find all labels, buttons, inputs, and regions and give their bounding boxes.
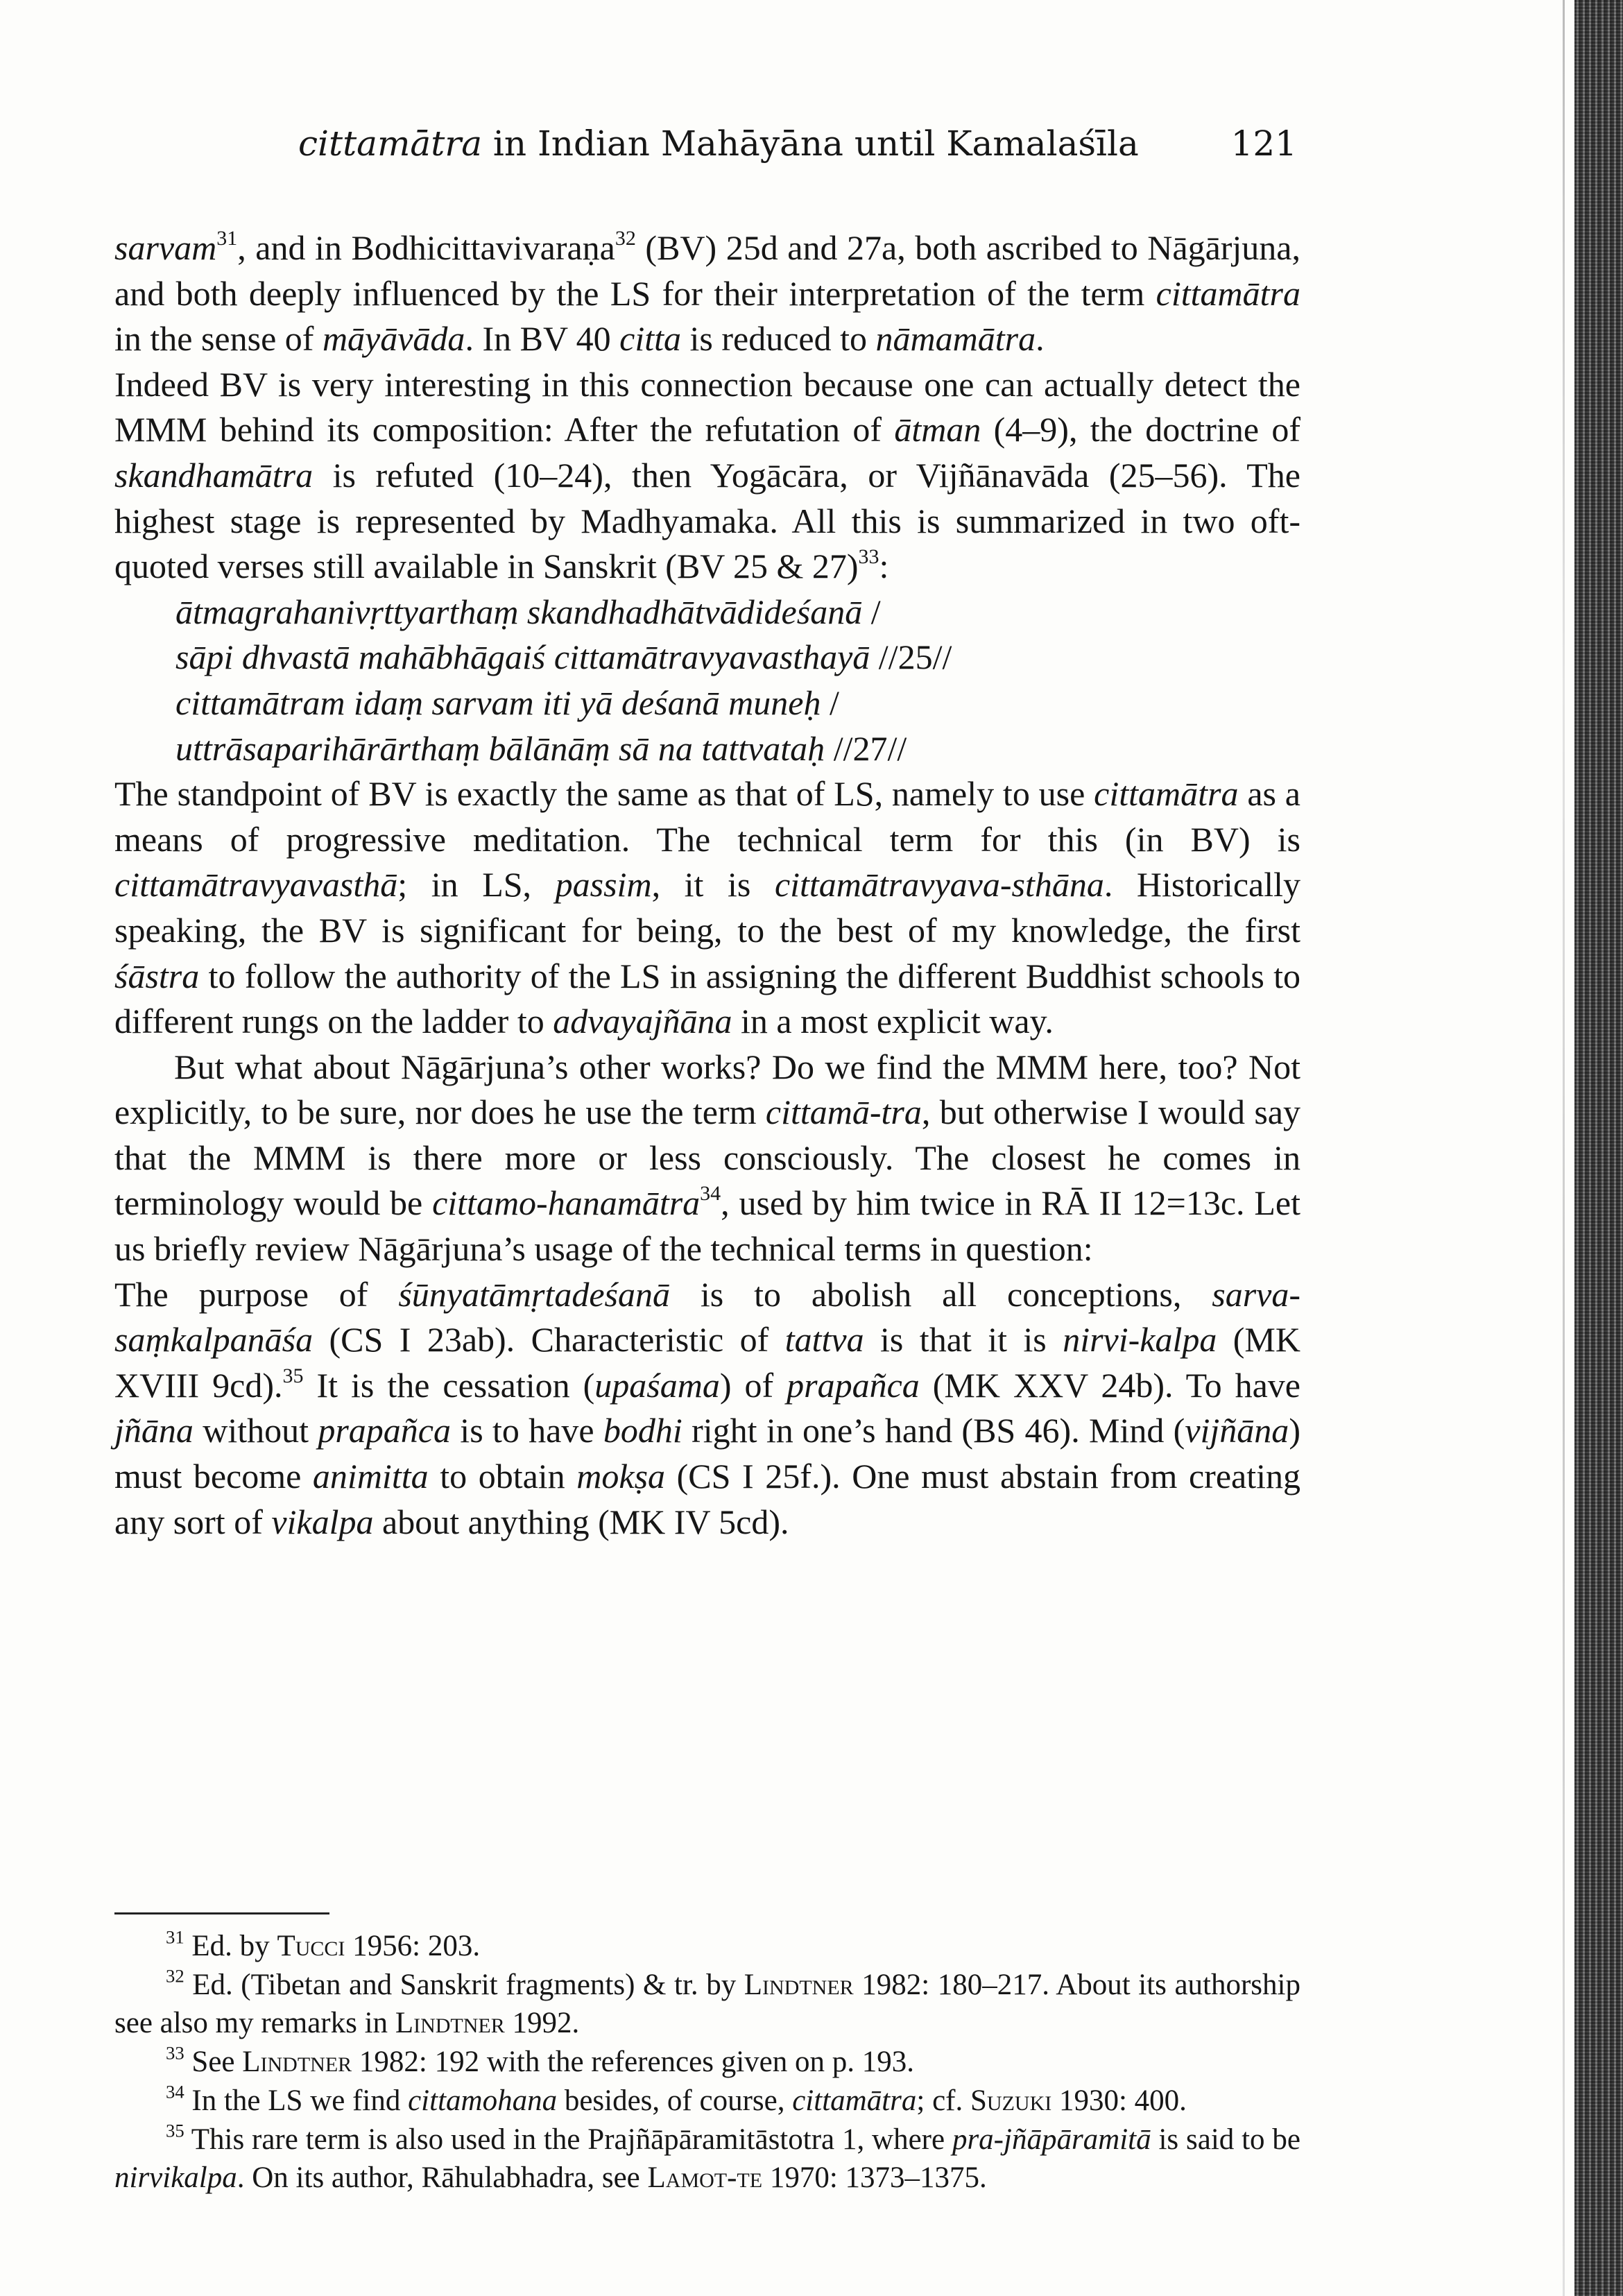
italic-term: passim bbox=[555, 865, 652, 905]
author-name: Lindtner bbox=[744, 1968, 854, 2001]
running-title-rest: in Indian Mahāyāna until Kamalaśīla bbox=[482, 123, 1139, 164]
italic-term: śūnyatāmṛtadeśanā bbox=[398, 1274, 670, 1314]
paragraph bbox=[114, 771, 1300, 1045]
verse-text: uttrāsaparihārārthaṃ bālānāṃ sā na tattvataḥ bbox=[175, 728, 825, 768]
text-run: , but otherwise I would say that the MMM is there more or less consciously. The closest he comes in terminology would be bbox=[114, 1093, 1300, 1223]
scan-edge-line bbox=[1563, 0, 1565, 2296]
text-run: right in one’s hand (BS 46). Mind ( bbox=[682, 1411, 1185, 1450]
text-run: in a most explicit way. bbox=[732, 1002, 1054, 1041]
author-name: Lindtner bbox=[242, 2046, 352, 2079]
footnote-ref: 33 bbox=[858, 545, 879, 569]
italic-term: mokṣa bbox=[576, 1457, 666, 1496]
text-run: The standpoint of BV is exactly the same as that of LS, namely to use bbox=[114, 774, 1094, 814]
italic-term: bodhi bbox=[603, 1411, 682, 1450]
footnote-ref: 32 bbox=[615, 227, 636, 250]
text-run: , used by him twice in RĀ II 12=13c. Let us briefly review Nāgārjuna’s usage of the technical terms in question: bbox=[114, 1183, 1300, 1269]
text-run: Ed. by bbox=[184, 1930, 277, 1962]
running-header bbox=[298, 123, 1297, 164]
footnote bbox=[114, 1927, 1300, 1966]
verse-text: cittamātram idaṃ sarvam iti yā deśanā muneḥ bbox=[175, 683, 821, 722]
italic-term: upaśama bbox=[594, 1365, 720, 1405]
scan-edge-shadow bbox=[1574, 0, 1623, 2296]
italic-term: advayajñāna bbox=[553, 1002, 732, 1041]
author-name: Lindtner bbox=[395, 2007, 505, 2040]
italic-term: nirvikalpa bbox=[114, 2161, 237, 2195]
italic-term: cittamātra bbox=[792, 2084, 917, 2117]
footnote-ref: 32 bbox=[166, 1965, 184, 1987]
text-run: This rare term is also used in the Prajñāpāramitāstotra 1, where bbox=[184, 2123, 952, 2156]
text-run: (MK XVIII 9cd). bbox=[114, 1320, 1300, 1405]
text-run: (4–9), the doctrine of bbox=[981, 410, 1300, 449]
footnotes bbox=[114, 1927, 1300, 2198]
text-run: about anything (MK IV 5cd). bbox=[373, 1502, 789, 1541]
italic-term: nirvi-kalpa bbox=[1063, 1320, 1217, 1360]
italic-term: cittamātra bbox=[1094, 774, 1239, 814]
main-text bbox=[114, 225, 1300, 1545]
footnote-rule bbox=[114, 1912, 329, 1914]
text-run: , and in Bodhicittavivaraṇa bbox=[237, 228, 615, 267]
paragraph bbox=[114, 362, 1300, 590]
italic-term: skandhamātra bbox=[114, 455, 314, 495]
italic-term: vikalpa bbox=[271, 1502, 374, 1541]
italic-term: tattva bbox=[784, 1320, 864, 1360]
text-run: (BV) 25d and 27a, both ascribed to Nāgārjuna, and both deeply influenced by the LS for their interpretation of the term bbox=[114, 228, 1300, 313]
text-run: In the LS we find bbox=[184, 2084, 409, 2117]
footnote-ref: 35 bbox=[166, 2120, 184, 2141]
italic-term: cittamātra bbox=[1156, 273, 1300, 313]
verse-text: sāpi dhvastā mahābhāgaiś cittamātravyavasthayā bbox=[175, 637, 870, 677]
text-run: ; cf. bbox=[916, 2084, 970, 2117]
text-run: 1970: 1373–1375. bbox=[762, 2161, 987, 2195]
text-run: is that it is bbox=[864, 1320, 1063, 1360]
text-run: But what about Nāgārjuna’s other works? Do we find the MMM here, too? Not explicitly, to be sure, nor does he use the term bbox=[114, 1047, 1300, 1132]
text-run: 1930: 400. bbox=[1051, 2084, 1187, 2117]
text-run: . On its author, Rāhulabhadra, see bbox=[237, 2161, 648, 2195]
verse-line bbox=[114, 635, 1300, 680]
verse-mark: //25// bbox=[870, 637, 952, 677]
verse-text: ātmagrahanivṛttyarthaṃ skandhadhātvādideśanā bbox=[175, 592, 863, 631]
text-run: (CS I 23ab). Characteristic of bbox=[313, 1320, 785, 1360]
text-run: ; in LS, bbox=[397, 865, 556, 905]
text-run: besides, of course, bbox=[557, 2084, 793, 2117]
text-run: . In BV 40 bbox=[465, 319, 620, 359]
text-run: ) of bbox=[719, 1365, 787, 1405]
verse-line bbox=[114, 590, 1300, 635]
italic-term: citta bbox=[619, 319, 682, 359]
italic-term: ātman bbox=[894, 410, 981, 449]
italic-term: sarva-saṃkalpanāśa bbox=[114, 1274, 1300, 1360]
paragraph bbox=[114, 225, 1300, 362]
text-run: is to have bbox=[450, 1411, 603, 1450]
text-run: 1956: 203. bbox=[345, 1930, 481, 1962]
text-run: It is the cessation ( bbox=[303, 1365, 595, 1405]
text-run: See bbox=[184, 2046, 243, 2079]
footnote-ref: 33 bbox=[166, 2042, 184, 2064]
running-title-italic: cittamātra bbox=[298, 123, 483, 164]
author-name: Tucci bbox=[277, 1930, 345, 1962]
text-run: 1982: 192 with the references given on p. 193. bbox=[352, 2046, 914, 2079]
text-run: Ed. (Tibetan and Sanskrit fragments) & tr. by bbox=[184, 1968, 744, 2001]
verse-line bbox=[114, 680, 1300, 726]
text-run: in the sense of bbox=[114, 319, 323, 359]
footnote-ref: 34 bbox=[166, 2081, 184, 2102]
italic-term: jñāna bbox=[114, 1411, 194, 1450]
verse-line bbox=[114, 726, 1300, 772]
italic-term: animitta bbox=[312, 1457, 429, 1496]
paragraph bbox=[114, 1045, 1300, 1272]
verse-mark: / bbox=[862, 592, 881, 631]
verse-mark: //27// bbox=[825, 728, 907, 768]
footnote-ref: 31 bbox=[216, 227, 238, 250]
text-run: . bbox=[1036, 319, 1045, 359]
italic-term: prapañca bbox=[318, 1411, 451, 1450]
footnote bbox=[114, 2121, 1300, 2198]
text-run: to follow the authority of the LS in assigning the different Buddhist schools to different rungs on the ladder to bbox=[114, 956, 1300, 1041]
text-run: is reduced to bbox=[681, 319, 876, 359]
author-name: Suzuki bbox=[970, 2084, 1052, 2117]
footnote-ref: 31 bbox=[166, 1926, 184, 1948]
text-run: 1992. bbox=[504, 2007, 580, 2040]
text-run: 1982: 180–217. About its authorship see also my remarks in bbox=[114, 1968, 1300, 2040]
text-run: , it is bbox=[651, 865, 775, 905]
verse-mark: / bbox=[821, 683, 839, 722]
text-run: as a means of progressive meditation. The technical term for this (in BV) is bbox=[114, 774, 1300, 859]
running-title bbox=[298, 123, 1139, 164]
text-run: is to abolish all conceptions, bbox=[669, 1274, 1212, 1314]
footnote-ref: 34 bbox=[700, 1182, 721, 1206]
italic-term: pra-jñāpāramitā bbox=[952, 2123, 1151, 2156]
paragraph bbox=[114, 1272, 1300, 1545]
text-run: . Historically speaking, the BV is significant for being, to the best of my knowledge, the first bbox=[114, 865, 1300, 950]
text-run: (MK XXV 24b). To have bbox=[919, 1365, 1301, 1405]
footnote bbox=[114, 1966, 1300, 2043]
italic-term: sarvam bbox=[114, 228, 217, 267]
author-name: Lamot-te bbox=[647, 2161, 763, 2195]
text-run: without bbox=[193, 1411, 318, 1450]
page-number: 121 bbox=[1230, 123, 1297, 164]
italic-term: śāstra bbox=[114, 956, 200, 995]
text-run: : bbox=[879, 547, 889, 586]
text-run: to obtain bbox=[428, 1457, 577, 1496]
text-run: The purpose of bbox=[114, 1274, 399, 1314]
italic-term: cittamā-tra bbox=[765, 1093, 922, 1132]
italic-term: vijñāna bbox=[1185, 1411, 1289, 1450]
italic-term: nāmamātra bbox=[875, 319, 1036, 359]
text-run: is said to be bbox=[1151, 2123, 1300, 2156]
italic-term: cittamātravyavasthā bbox=[114, 865, 398, 905]
text-run: (CS I 25f.). One must abstain from creating any sort of bbox=[114, 1457, 1300, 1541]
text-run: ) must become bbox=[114, 1411, 1300, 1496]
verse-block bbox=[114, 590, 1300, 771]
italic-term: māyāvāda bbox=[322, 319, 465, 359]
text-run: is refuted (10–24), then Yogācāra, or Vijñānavāda (25–56). The highest stage is represented by Madhyamaka. All this is summarized in two oft-quoted verses still available in Sanskrit (BV 25 & 27) bbox=[114, 455, 1300, 586]
italic-term: cittamo-hanamātra bbox=[432, 1183, 701, 1223]
italic-term: prapañca bbox=[787, 1365, 920, 1405]
text-run: Indeed BV is very interesting in this connection because one can actually detect the MMM behind its composition: After the refutation of bbox=[114, 364, 1300, 449]
footnote-ref: 35 bbox=[282, 1364, 304, 1387]
footnote bbox=[114, 2082, 1300, 2121]
italic-term: cittamātravyava-sthāna bbox=[774, 865, 1104, 905]
footnote bbox=[114, 2043, 1300, 2082]
italic-term: cittamohana bbox=[408, 2084, 558, 2117]
